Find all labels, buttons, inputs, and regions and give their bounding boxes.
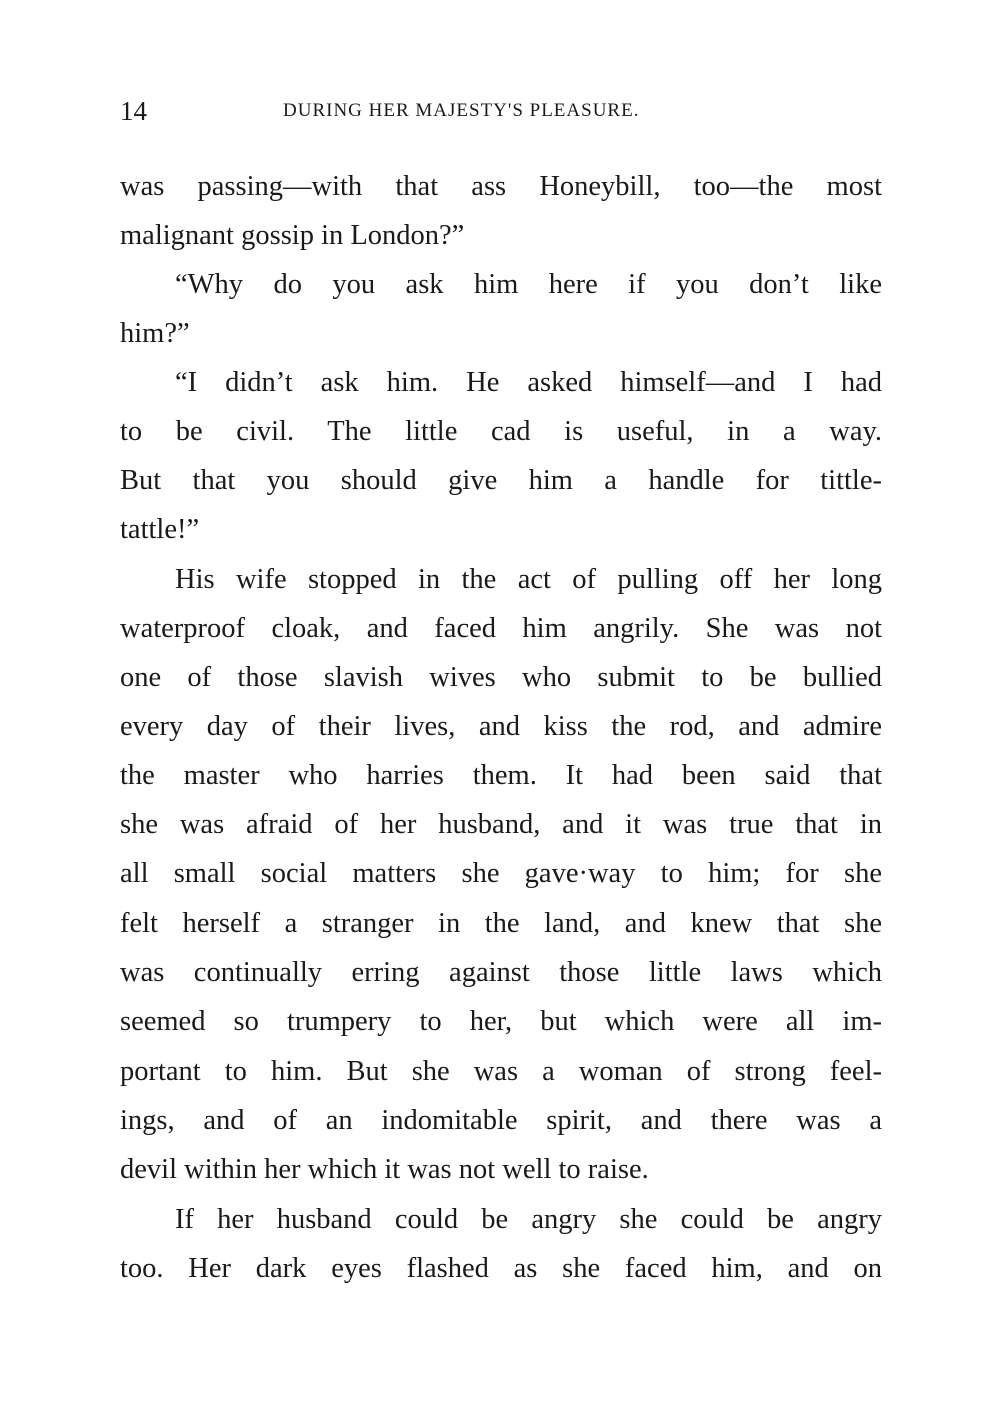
text-line: “I didn’t ask him. He asked himself—and I had <box>175 367 882 398</box>
text-line: him?” <box>120 318 190 349</box>
text-line: one of those slavish wives who submit to be bullied <box>120 662 882 693</box>
text-line: was continually erring against those little laws which <box>120 957 882 988</box>
running-header <box>120 96 882 132</box>
text-line: every day of their lives, and kiss the rod, and admire <box>120 711 882 742</box>
text-line: His wife stopped in the act of pulling off her long <box>175 564 882 595</box>
text-line: the master who harries them. It had been said that <box>120 760 882 791</box>
text-line: But that you should give him a handle for tittle- <box>120 465 882 496</box>
text-line: all small social matters she gave·way to him; for she <box>120 858 882 889</box>
text-line: If her husband could be angry she could be angry <box>175 1204 882 1235</box>
text-line: ings, and of an indomitable spirit, and there was a <box>120 1105 882 1136</box>
page-number: 14 <box>120 96 147 126</box>
text-line: malignant gossip in London?” <box>120 220 465 251</box>
text-line: waterproof cloak, and faced him angrily. She was not <box>120 613 882 644</box>
text-line: seemed so trumpery to her, but which were all im- <box>120 1006 882 1037</box>
text-line: was passing—with that ass Honeybill, too—the most <box>120 171 882 202</box>
text-line: felt herself a stranger in the land, and knew that she <box>120 908 882 939</box>
text-line: to be civil. The little cad is useful, in a way. <box>120 416 882 447</box>
text-line: she was afraid of her husband, and it was true that in <box>120 809 882 840</box>
text-line: tattle!” <box>120 514 200 545</box>
text-line: devil within her which it was not well to raise. <box>120 1154 649 1185</box>
running-title: DURING HER MAJESTY'S PLEASURE. <box>283 100 640 121</box>
text-line: too. Her dark eyes flashed as she faced him, and on <box>120 1253 882 1284</box>
text-line: “Why do you ask him here if you don’t like <box>175 269 882 300</box>
text-line: portant to him. But she was a woman of strong feel- <box>120 1056 882 1087</box>
